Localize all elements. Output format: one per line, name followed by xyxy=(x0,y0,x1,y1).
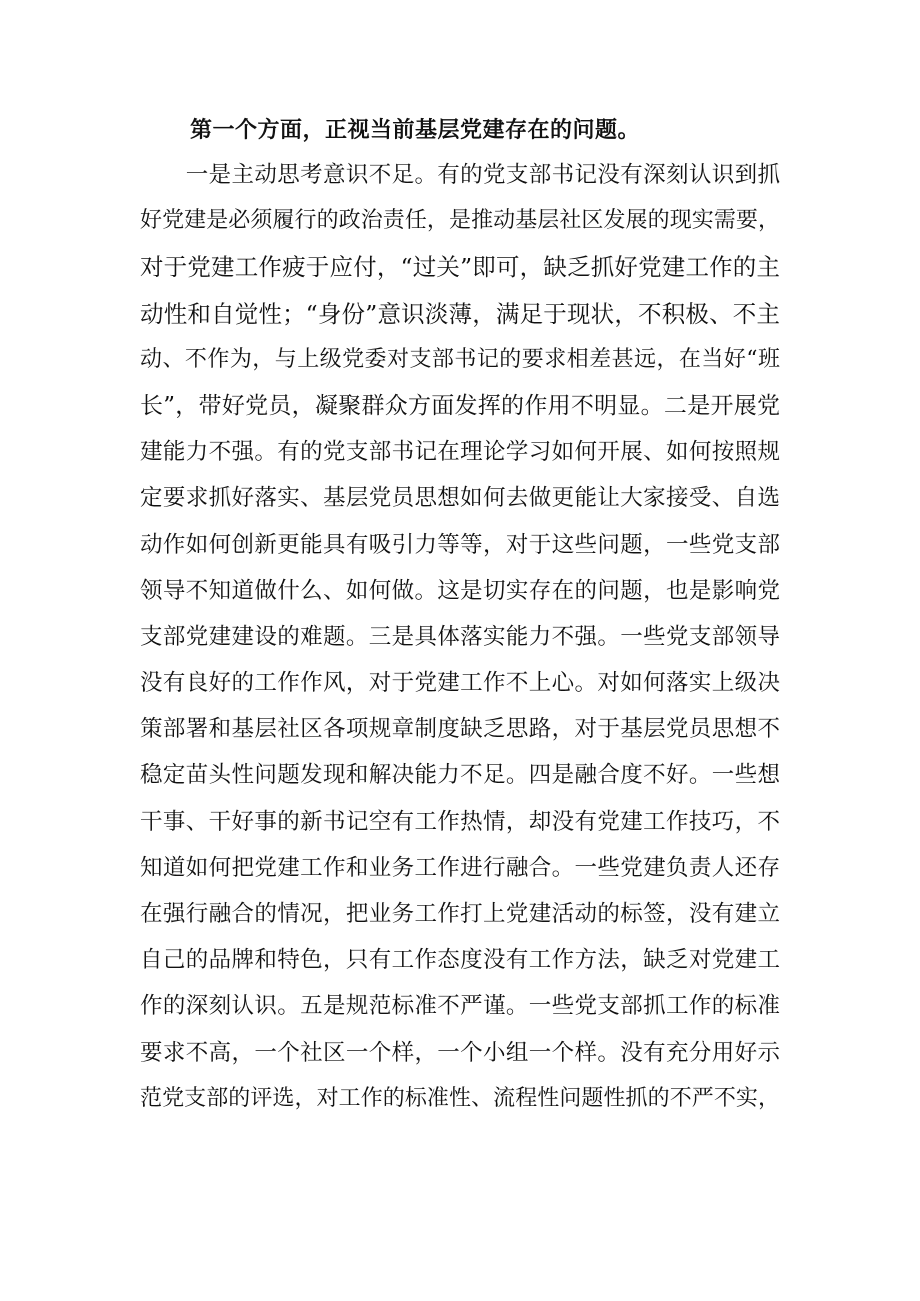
text-line: 动作如何创新更能具有吸引力等等，对于这些问题，一些党支部 xyxy=(140,531,780,558)
text-line: 稳定苗头性问题发现和解决能力不足。四是融合度不好。一些想 xyxy=(140,762,780,789)
body-paragraph xyxy=(140,152,780,1122)
text-line: 知道如何把党建工作和业务工作进行融合。一些党建负责人还存 xyxy=(140,854,780,881)
text-line: 动性和自觉性；“身份”意识淡薄，满足于现状，不积极、不主 xyxy=(140,299,780,328)
text-line: 建能力不强。有的党支部书记在理论学习如何开展、如何按照规 xyxy=(140,439,780,466)
text-line: 动、不作为，与上级党委对支部书记的要求相差甚远，在当好“班 xyxy=(140,346,780,372)
text-line: 没有良好的工作作风，对于党建工作不上心。对如何落实上级决 xyxy=(140,670,780,697)
text-line: 在强行融合的情况，把业务工作打上党建活动的标签，没有建立 xyxy=(140,901,780,927)
section-heading: 第一个方面，正视当前基层党建存在的问题。 xyxy=(190,117,641,143)
text-line: 支部党建建设的难题。三是具体落实能力不强。一些党支部领导 xyxy=(140,623,780,650)
text-line: 长”，带好党员，凝聚群众方面发挥的作用不明显。二是开展党 xyxy=(140,392,780,419)
text-line: 定要求抓好落实、基层党员思想如何去做更能让大家接受、自选 xyxy=(140,485,780,512)
text-line: 自己的品牌和特色，只有工作态度没有工作方法，缺乏对党建工 xyxy=(140,947,780,974)
text-line: 作的深刻认识。五是规范标准不严谨。一些党支部抓工作的标准 xyxy=(140,993,780,1020)
text-line: 干事、干好事的新书记空有工作热情，却没有党建工作技巧，不 xyxy=(140,808,780,835)
text-line: 要求不高，一个社区一个样，一个小组一个样。没有充分用好示 xyxy=(140,1039,780,1066)
text-line: 领导不知道做什么、如何做。这是切实存在的问题，也是影响党 xyxy=(140,577,780,604)
text-line: 策部署和基层社区各项规章制度缺乏思路，对于基层党员思想不 xyxy=(140,716,780,743)
text-line: 好党建是必须履行的政治责任，是推动基层社区发展的现实需要， xyxy=(140,208,780,234)
text-line: 一是主动思考意识不足。有的党支部书记没有深刻认识到抓 xyxy=(140,162,780,188)
text-line: 对于党建工作疲于应付，“过关”即可，缺乏抓好党建工作的主 xyxy=(140,253,780,282)
text-line: 范党支部的评选，对工作的标准性、流程性问题性抓的不严不实， xyxy=(140,1085,780,1111)
